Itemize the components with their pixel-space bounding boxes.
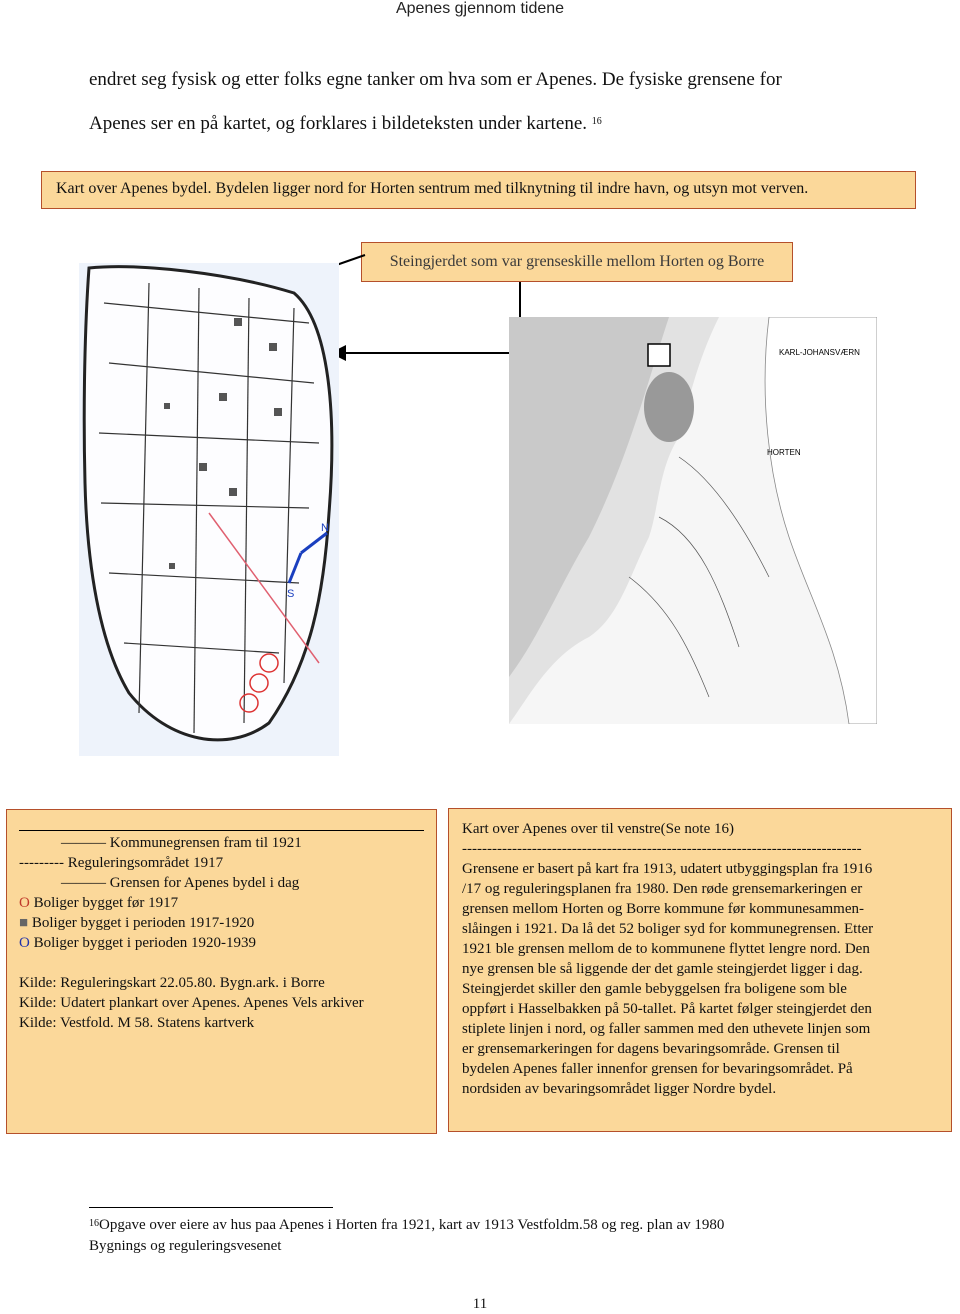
info-line: nordsiden av bevaringsområdet ligger Nordre bydel. [462,1081,777,1097]
info-title: Kart over Apenes over til venstre(Se note 16) [462,821,734,837]
body-text [89,58,889,146]
horten-borre-map [509,317,877,724]
source-line: Kilde: Reguleringskart 22.05.80. Bygn.ark. i Borre [19,975,325,991]
horten-label: HORTEN [767,448,801,457]
body-line-2: Apenes ser en på kartet, og forklares i bildeteksten under kartene. $^{16}$ [89,113,602,134]
legend-item: ——— Grensen for Apenes bydel i dag [61,875,300,891]
info-line: oppført i Hasselbakken på 50-tallet. På kartet følger steingjerdet den [462,1001,872,1017]
map-marker-box [648,344,670,366]
info-line: 1921 ble grensen mellom de to kommunene flyttet lengre nord. Den [462,941,870,957]
apenes-plan-map [79,263,339,756]
legend-box [6,809,437,1134]
karljohansvern-label: KARL-JOHANSVÆRN [779,348,860,357]
legend-item: --------- Reguleringsområdet 1917 [19,855,224,871]
info-line: Steingjerdet skiller den gamle bebyggelsen fra boligene som ble [462,981,847,997]
footnote: $^{16}$Opgave over eiere av hus paa Apenes i Horten fra 1921, kart av 1913 Vestfoldm.58 og reg. plan av 1980 Bygnings og reguleringsvesenet [89,1217,725,1254]
svg-text:S: S [287,588,295,600]
legend-item: O Boliger bygget i perioden 1920-1939 [19,935,257,951]
legend-item: ——— Kommunegrensen fram til 1921 [61,835,302,851]
svg-text:N: N [321,522,329,534]
map-caption: Kart over Apenes bydel. Bydelen ligger nord for Horten sentrum med tilknytning til indre havn, og utsyn mot verven. [41,171,916,209]
info-line: slåingen i 1921. Da lå det 52 boliger syd for kommunegrensen. Etter [462,921,874,937]
info-line: grensen mellom Horten og Borre kommune før kommunesammen- [462,901,864,917]
page-number: 11 [472,1296,488,1312]
legend-item: ■ Boliger bygget i perioden 1917-1920 [19,915,255,931]
info-box [448,808,952,1132]
info-line: Grensene er basert på kart fra 1913, udatert utbyggingsplan fra 1916 [462,861,873,877]
info-line: stiplete linjen i nord, og faller sammen med den uthevete linjen som [462,1021,871,1037]
info-line: nye grensen ble så liggende der det gamle steingjerdet ligger i dag. [462,961,863,977]
source-line: Kilde: Vestfold. M 58. Statens kartverk [19,1015,255,1031]
footnote-divider [89,1207,333,1208]
info-line: er grensemarkeringen for dagens bevaringsområde. Grensen til [462,1041,840,1057]
footnote-ref[interactable]: 16 [591,116,602,127]
source-line: Kilde: Udatert plankart over Apenes. Apenes Vels arkiver [19,995,364,1011]
info-line: /17 og reguleringsplanen fra 1980. Den røde grensemarkeringen er [462,881,863,897]
legend-rule [19,830,424,831]
legend-item: O Boliger bygget før 1917 [19,895,179,911]
info-line: bydelen Apenes faller innenfor grensen for bevaringsområdet. På [462,1061,853,1077]
stone-wall-caption: Steingjerdet som var grenseskille mellom Horten og Borre [361,242,793,282]
info-dashes: -------------------------------------------------------------------------------- [462,841,862,857]
body-line-1: endret seg fysisk og etter folks egne tanker om hva som er Apenes. De fysiske grensene for [89,69,782,90]
page-header: Apenes gjennom tidene [395,0,565,17]
